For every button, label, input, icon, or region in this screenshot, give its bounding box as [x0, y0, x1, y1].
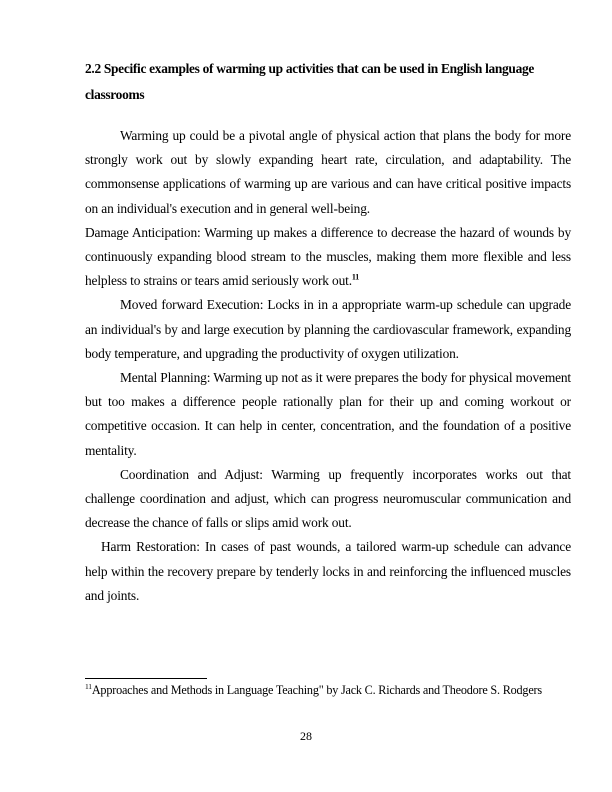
- paragraph-mental-planning: Mental Planning: Warming up not as it were prepares the body for physical movement but too makes a difference people rationally plan for their up and coming workout or competitive occasion. It can help in center, concentration, and the foundation of a positive mentality.: [85, 370, 571, 458]
- paragraph-harm-restoration: Harm Restoration: In cases of past wounds, a tailored warm-up schedule can advance help within the recovery prepare by tenderly locks in and reinforcing the influenced muscles and joints.: [85, 539, 571, 603]
- footnote-divider: [85, 678, 207, 679]
- paragraph-intro: Warming up could be a pivotal angle of physical action that plans the body for more strongly work out by slowly expanding heart rate, circulation, and adaptability. The commonsense applications of warming up are various and can have critical positive impacts on an individual's execution and in general well-being.: [85, 128, 571, 216]
- footnote-reference[interactable]: 11: [351, 272, 360, 282]
- footnote-text: Approaches and Methods in Language Teaching" by Jack C. Richards and Theodore S. Rodgers: [91, 683, 542, 697]
- heading-spacer: [85, 108, 571, 124]
- footnote-number: 11: [85, 681, 92, 691]
- paragraph-improved-execution: Moved forward Execution: Locks in in a appropriate warm-up schedule can upgrade an individual's by and large execution by planning the cardiovascular framework, expanding body temperature, and upgrading the productivity of oxygen utilization.: [85, 297, 571, 361]
- page-number: 28: [300, 729, 312, 743]
- paragraph-coordination: Coordination and Adjust: Warming up frequently incorporates works out that challenge coordination and adjust, which can progress neuromuscular communication and decrease the chance of falls or slips amid work out.: [85, 466, 571, 531]
- footnote: [85, 683, 572, 698]
- paragraph-damage-text: Damage Anticipation: Warming up makes a difference to decrease the hazard of wounds by continuously expanding blood stream to the muscles, making them more flexible and less helpless to strains or tears amid seriously work out.: [85, 224, 571, 289]
- section-heading: 2.2 Specific examples of warming up activities that can be used in English language classrooms: [85, 61, 535, 102]
- paragraph-damage-anticipation: [85, 221, 571, 294]
- page-body: [85, 56, 571, 608]
